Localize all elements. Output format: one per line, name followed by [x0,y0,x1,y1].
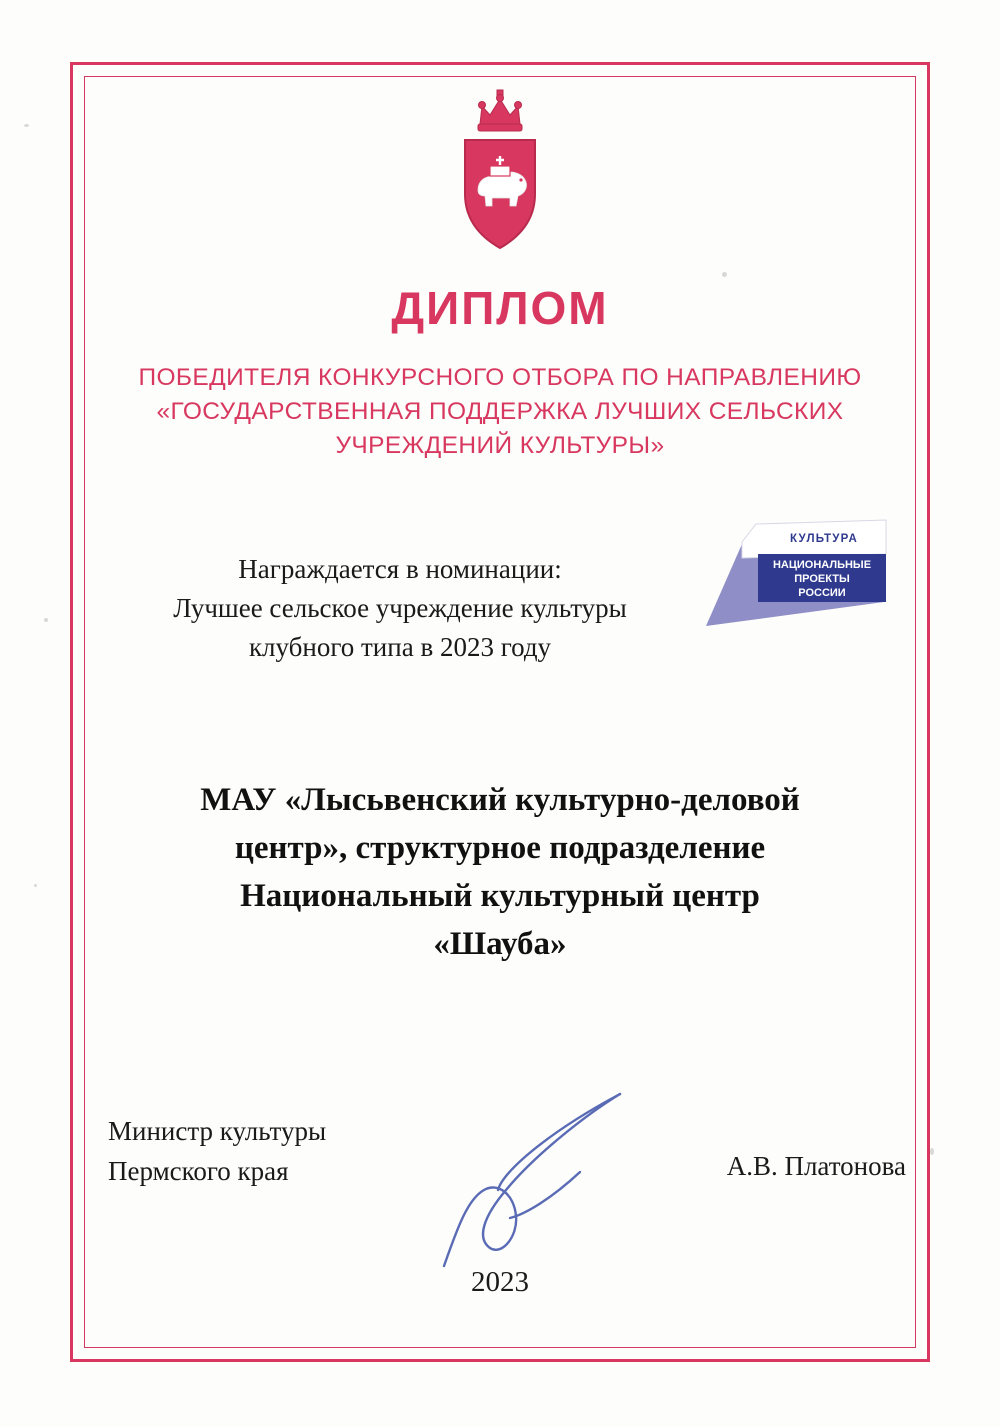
scan-speck [44,618,48,622]
logo-line-2-text: ПРОЕКТЫ [794,573,850,585]
document-year: 2023 [471,1266,529,1298]
nomination-line-2: Лучшее сельское учреждение культуры [173,593,627,623]
document-subtitle [84,361,916,463]
signer-position-line-1: Министр культуры [108,1116,327,1146]
recipient-line-2: центр», структурное подразделение [234,830,766,866]
logo-kultura-text: КУЛЬТУРА [790,533,858,545]
logo-line-1-text: НАЦИОНАЛЬНЫЕ [772,559,872,571]
national-projects-logo [696,510,892,636]
recipient-block [112,776,888,968]
scan-speck [24,124,29,127]
signer-position-line-2: Пермского края [108,1156,289,1186]
subtitle-line-2: «ГОСУДАРСТВЕННАЯ ПОДДЕРЖКА ЛУЧШИХ СЕЛЬСКИХ [156,398,844,425]
logo-line-3-text: РОССИИ [798,587,846,599]
nomination-block [120,550,680,667]
recipient-line-1: МАУ «Лысьвенский культурно-деловой [200,782,800,818]
nomination-line-1: Награждается в номинации: [238,554,562,584]
certificate-content [84,76,916,1348]
scan-speck [930,1148,934,1155]
coat-of-arms-icon [440,84,560,264]
recipient-line-3: Национальный культурный центр [240,878,760,914]
nomination-line-3: клубного типа в 2023 году [248,632,552,662]
subtitle-line-1: ПОБЕДИТЕЛЯ КОНКУРСНОГО ОТБОРА ПО НАПРАВЛЕНИЮ [138,364,862,391]
recipient-line-4: «Шауба» [433,926,567,962]
handwritten-signature [414,1086,644,1286]
signer-name: А.В. Платонова [726,1151,906,1181]
document-title: ДИПЛОМ [391,282,609,334]
signer-position [108,1111,326,1191]
subtitle-line-3: УЧРЕЖДЕНИЙ КУЛЬТУРЫ» [335,432,665,459]
scan-speck [34,884,37,887]
